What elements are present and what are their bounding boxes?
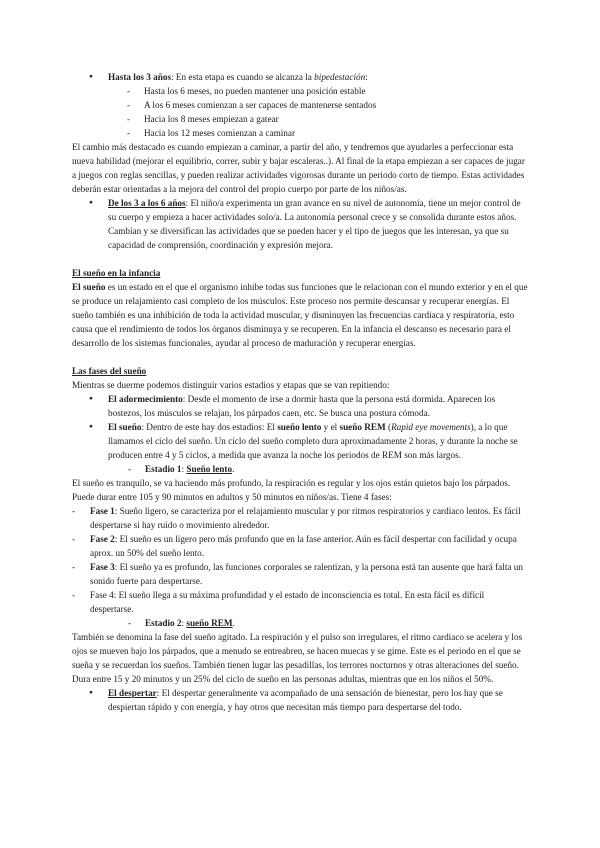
- bullet-sleep: ● El sueño: Dentro de este hay dos estadios: El sueño lento y el sueño REM (Rapid eye movements), a lo que llamamos el ciclo del sueño. Un ciclo del sueño completo dura aproximadamente 2 horas, y durante la noche se producen entre 4 y 5 ciclos, a medida que avanza la noche los periodos de REM son más largos.: [72, 420, 528, 462]
- sub-phase-3: - Fase 3: El sueño ya es profundo, las funciones corporales se ralentizan, y la persona está tan ausente que hará falta un sonido fuerte para despertarse.: [72, 560, 528, 588]
- sub-item: - Hacia los 8 meses empiezan a gatear: [72, 112, 528, 126]
- sub-phase-1: - Fase 1: Sueño ligero, se caracteriza por el relajamiento muscular y por ritmos respiratorios y cardiaco lentos. Es fácil despertarse si hay ruido o movimiento alrededor.: [72, 504, 528, 532]
- sub-item: - A los 6 meses comienzan a ser capaces de mantenerse sentados: [72, 98, 528, 112]
- stage-2-paragraph: También se denomina la fase del sueño agitado. La respiración y el pulso son irregulares, el ritmo cardiaco se acelera y los ojos se mueven bajo los párpados, que a menudo se entreabren, se hacen muecas y se gime. Este es el periodo en el que se sueña y se recuerdan los sueños. También tienen lugar las pesadillas, los terrores nocturnos y otras alteraciones del sueño. Dura entre 15 y 20 minutos y un 25% del ciclo de sueño en las personas adultas, mientras que en los niños el 50%.: [72, 632, 523, 684]
- stage-1-paragraph: El sueño es tranquilo, se va haciendo más profundo, la respiración es regular y los ojos están quietos bajo los párpados. Puede durar entre 105 y 90 minutos en adultos y 50 minutos en niños/as. Tiene 4 fases:: [72, 478, 511, 502]
- stage-2-heading: - Estadio 2: sueño REM.: [72, 616, 528, 630]
- sub-phase-4: - Fase 4: El sueño llega a su máxima profundidad y el estado de inconsciencia es total. En esta fácil es difícil despertarse.: [72, 588, 528, 616]
- section-heading-sleep-phases: Las fases del sueño: [72, 366, 147, 376]
- document-body: [72, 70, 528, 714]
- bullet-drowsiness: ● El adormecimiento: Desde el momento de irse a dormir hasta que la persona está dormida. Aparecen los bostezos, los músculos se relajan, los párpados caen, etc. Se busca una postura cómoda.: [72, 392, 528, 420]
- stage-1-heading: - Estadio 1: Sueño lento.: [72, 462, 528, 476]
- sub-item: - Hasta los 6 meses, no pueden mantener una posición estable: [72, 84, 528, 98]
- bullet-waking: ● El despertar: El despertar generalmente va acompañado de una sensación de bienestar, pero los hay que se despiertan rápido y con energía, y hay otros que necesitan más tiempo para despertarse del todo.: [72, 686, 528, 714]
- phases-intro: Mientras se duerme podemos distinguir varios estadios y etapas que se van repitiendo:: [72, 380, 390, 390]
- sub-item: - Hacia los 12 meses comienzan a caminar: [72, 126, 528, 140]
- sleep-infancy-paragraph: El sueño es un estado en el que el organismo inhibe todas sus funciones que le relacionan con el mundo exterior y en el que se produce un relajamiento casi completo de los músculos. Este proceso nos permite descansar y recuperar energías. El sueño también es una inhibición de toda la actividad muscular, y disminuyen las frecuencias cardiaca y respiratoria, esto causa que el rendimiento de todos los órganos disminuya y se recuperen. En la infancia el descanso es necesario para el desarrollo de los sistemas funcionales, ayudar al proceso de maduración y recuperar energías.: [72, 282, 528, 348]
- sub-phase-2: - Fase 2: El sueño es un ligero pero más profundo que en la fase anterior. Aún es fácil despertar con facilidad y ocupa aprox. un 50% del sueño lento.: [72, 532, 528, 560]
- bullet-3-to-6-years: ● De los 3 a los 6 años: El niño/a experimenta un gran avance en su nivel de autonomía, tiene un mejor control de su cuerpo y empieza a hacer actividades solo/a. La autonomía personal crece y se consolida durante estos años. Cambian y se diversifican las actividades que se pueden hacer y el tipo de juegos que les interesan, ya que su capacidad de comprensión, coordinación y expresión mejora.: [72, 196, 528, 252]
- bullet-until-3-years: ● Hasta los 3 años: En esta etapa es cuando se alcanza la bipedestación:: [72, 70, 528, 84]
- section-heading-sleep-infancy: El sueño en la infancia: [72, 268, 161, 278]
- walking-paragraph: El cambio más destacado es cuando empiezan a caminar, a partir del año, y tendremos que ayudarles a perfeccionar esta nueva habilidad (mejorar el equilibrio, correr, subir y bajar escaleras..). Al final de la etapa empiezan a ser capaces de jugar a juegos con reglas sencillas, y pueden realizar actividades vigorosas durante un periodo corto de tiempo. Estas actividades deberán estar orientadas a la mejora del control del propio cuerpo por parte de los niños/as.: [72, 142, 525, 194]
